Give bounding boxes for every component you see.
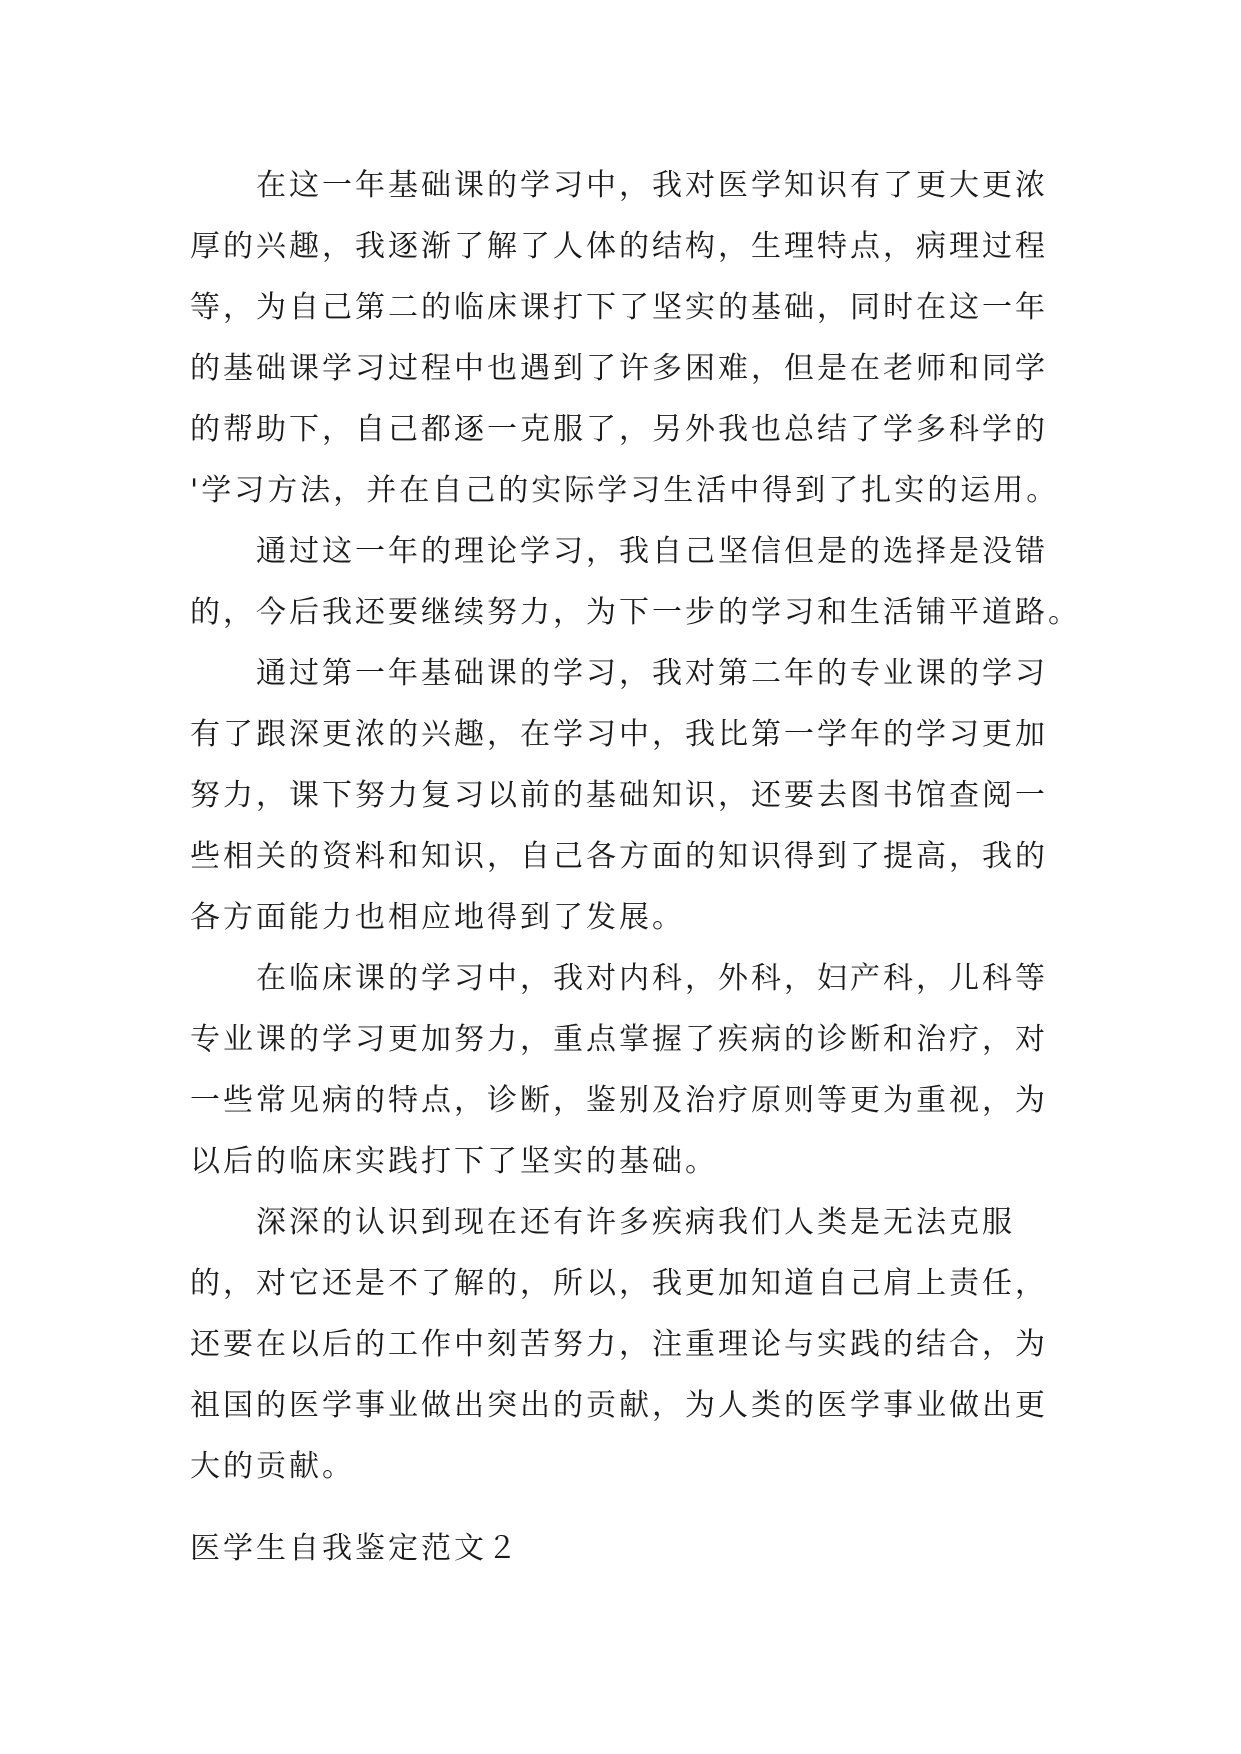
- paragraph-line: 些相关的资料和知识，自己各方面的知识得到了提高，我的: [190, 839, 1048, 874]
- paragraph-line: 一些常见病的特点，诊断，鉴别及治疗原则等更为重视，为: [190, 1083, 1048, 1118]
- paragraph-1: [190, 155, 1060, 521]
- paragraph-line: 努力，课下努力复习以前的基础知识，还要去图书馆查阅一: [190, 778, 1048, 813]
- body-text: [190, 155, 1081, 1497]
- paragraph-line: 厚的兴趣，我逐渐了解了人体的结构，生理特点，病理过程: [190, 229, 1048, 264]
- paragraph-line: 深深的认识到现在还有许多疾病我们人类是无法克服: [256, 1205, 1015, 1240]
- paragraph-line: 的，今后我还要继续努力，为下一步的学习和生活铺平道路。: [190, 595, 1081, 630]
- paragraph-line: 的帮助下，自己都逐一克服了，另外我也总结了学多科学的: [190, 412, 1048, 447]
- paragraph-line: '学习方法，并在自己的实际学习生活中得到了扎实的运用。: [190, 473, 1060, 508]
- paragraph-line: 祖国的医学事业做出突出的贡献，为人类的医学事业做出更: [190, 1388, 1048, 1423]
- paragraph-2: [190, 521, 1081, 643]
- paragraph-line: 还要在以后的工作中刻苦努力，注重理论与实践的结合，为: [190, 1327, 1048, 1362]
- paragraph-3: [190, 643, 1060, 948]
- paragraph-line: 等，为自己第二的临床课打下了坚实的基础，同时在这一年: [190, 290, 1048, 325]
- paragraph-line: 的基础课学习过程中也遇到了许多困难，但是在老师和同学: [190, 351, 1048, 386]
- paragraph-line: 大的贡献。: [190, 1449, 355, 1484]
- paragraph-5: [190, 1192, 1060, 1497]
- paragraph-line: 有了跟深更浓的兴趣，在学习中，我比第一学年的学习更加: [190, 717, 1048, 752]
- paragraph-line: 通过这一年的理论学习，我自己坚信但是的选择是没错: [256, 534, 1048, 569]
- paragraph-line: 以后的临床实践打下了坚实的基础。: [190, 1144, 718, 1179]
- paragraph-line: 各方面能力也相应地得到了发展。: [190, 900, 685, 935]
- paragraph-4: [190, 948, 1060, 1192]
- paragraph-line: 在临床课的学习中，我对内科，外科，妇产科，儿科等: [256, 961, 1048, 996]
- paragraph-line: 在这一年基础课的学习中，我对医学知识有了更大更浓: [256, 168, 1048, 203]
- section-heading: 医学生自我鉴定范文２: [190, 1531, 520, 1566]
- paragraph-line: 通过第一年基础课的学习，我对第二年的专业课的学习: [256, 656, 1048, 691]
- paragraph-line: 专业课的学习更加努力，重点掌握了疾病的诊断和治疗，对: [190, 1022, 1048, 1057]
- paragraph-line: 的，对它还是不了解的，所以，我更加知道自己肩上责任，: [190, 1266, 1048, 1301]
